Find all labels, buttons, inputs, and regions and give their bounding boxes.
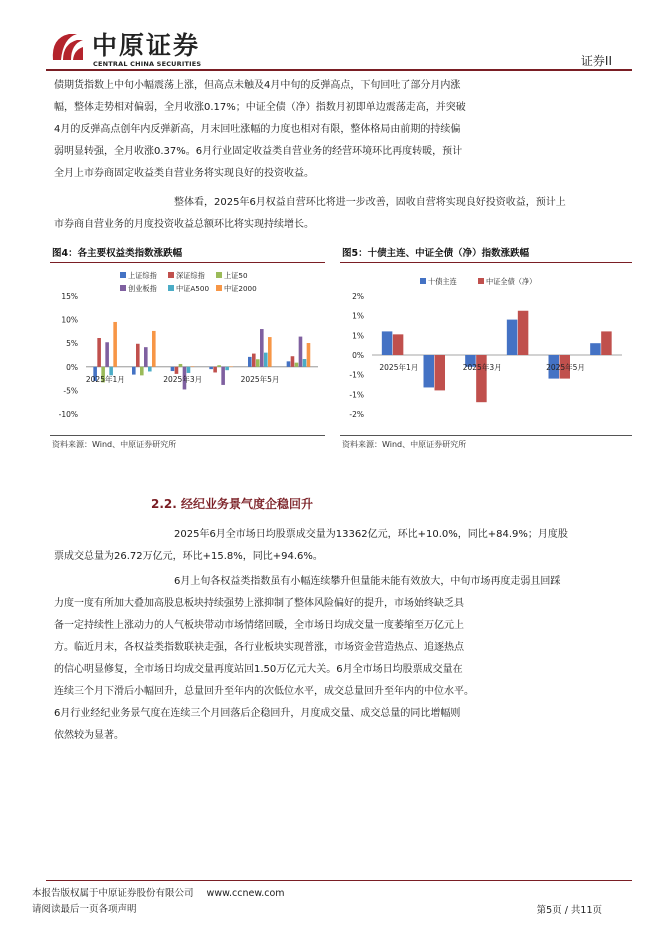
figure5-source-rule (340, 435, 632, 436)
x-tick-label: 2025年5月 (546, 363, 585, 372)
figure4-source: 资料来源：Wind、中原证券研究所 (52, 440, 177, 449)
y-tick-label: 1% (352, 331, 364, 341)
y-tick-label: 0% (352, 351, 364, 360)
legend-swatch (120, 285, 126, 291)
bar (229, 366, 233, 367)
bar (175, 367, 179, 374)
bar (209, 367, 213, 369)
legend-label: 十债主连 (428, 277, 457, 286)
bar (287, 361, 291, 366)
bar (601, 331, 612, 355)
bar (144, 347, 148, 367)
text-line: 备一定持续性上涨动力的人气板块带动市场情绪回暖，全市场日均成交量一度萎缩至万亿元上 (54, 620, 464, 631)
text-line: 2025年6月全市场日均股票成交量为13362亿元，环比+10.0%，同比+84.9%；月度股 (174, 529, 568, 540)
x-tick-label: 2025年1月 (85, 374, 125, 384)
bar (590, 343, 601, 355)
figure5-title-rule (340, 262, 632, 263)
y-tick-label: -2% (349, 410, 364, 419)
figure5-title: 图5：十债主连、中证全债（净）指数涨跌幅 (342, 248, 530, 259)
y-tick-label: -1% (349, 390, 364, 400)
bar (113, 322, 117, 367)
text-line: 方。临近月末，各权益类指数联袂走强，各行业板块实现普涨，市场资金营造热点、追逐热点 (54, 642, 464, 653)
figure4-title-rule (50, 262, 325, 263)
text-line: 市券商自营业务的月度投资收益总额环比将实现持续增长。 (54, 219, 314, 230)
bar (179, 364, 183, 367)
bar (97, 338, 101, 367)
figure4-title: 图4：各主要权益类指数涨跌幅 (52, 248, 183, 259)
y-tick-label: 1% (352, 311, 364, 321)
bar (136, 344, 140, 367)
page-number: 第5页 / 共11页 (536, 905, 602, 916)
x-tick-label: 2025年3月 (462, 363, 502, 372)
legend-swatch (216, 285, 222, 291)
bar (132, 367, 136, 375)
y-tick-label: 10% (61, 315, 78, 325)
bar (303, 359, 307, 367)
bar (299, 337, 303, 367)
text-line: 整体看，2025年6月权益自营环比将进一步改善，固收自营将实现良好投资收益，预计上 (174, 197, 566, 208)
legend-label: 中证A500 (176, 284, 210, 293)
x-tick-label: 2025年5月 (240, 374, 280, 384)
text-line: 全月上市券商固定收益类自营业务将实现良好的投资收益。 (54, 168, 314, 179)
bar (518, 311, 529, 355)
figure4-chart (50, 266, 326, 434)
bar (105, 342, 109, 367)
company-logo-icon (47, 30, 85, 66)
bar (260, 329, 264, 367)
bar (225, 367, 229, 370)
footer-left (32, 886, 285, 918)
bar (140, 367, 144, 376)
intro-paragraph (54, 75, 632, 185)
text-line: 幅，整体走势相对偏弱，全月收涨0.17%；中证全债（净）指数月初即单边震荡走高，并突破 (54, 102, 466, 113)
legend-label: 中证2000 (224, 284, 257, 293)
footer-divider (46, 880, 632, 881)
bar (264, 353, 268, 367)
text-line: 6月行业经纪业务景气度在连续三个月回落后企稳回升，月度成交量、成交总量的同比增幅则 (54, 708, 461, 719)
y-tick-label: 15% (61, 292, 78, 301)
company-name-cn: 中原证券 (92, 31, 201, 60)
bar (217, 365, 221, 367)
y-tick-label: -10% (58, 410, 78, 419)
bar (295, 363, 299, 367)
bar (268, 337, 272, 367)
bar (393, 334, 404, 355)
y-tick-label: -1% (349, 370, 364, 380)
text-line: 4月的反弹高点创年内反弹新高，月末回吐涨幅的力度也相对有限，整体格局由前期的持续偏 (54, 124, 461, 135)
brokerage-paragraph-2 (54, 571, 632, 747)
legend-label: 中证全债（净） (486, 277, 537, 286)
text-line: 力度一度有所加大叠加高股息板块持续强势上涨抑制了整体风险偏好的提升，市场始终缺乏具 (54, 598, 464, 609)
x-tick-label: 2025年3月 (163, 374, 203, 384)
bar (307, 343, 311, 367)
legend-swatch (216, 272, 222, 278)
y-tick-label: 2% (352, 292, 364, 301)
legend-label: 上证50 (224, 271, 248, 280)
bar (248, 357, 252, 367)
bar (148, 367, 152, 372)
page-header (0, 0, 662, 72)
section-heading: 2.2. 经纪业务景气度企稳回升 (151, 497, 313, 511)
bar (221, 367, 225, 385)
summary-paragraph (54, 192, 632, 236)
bar (382, 331, 393, 355)
bar (291, 356, 295, 367)
report-section-label: 证券II (580, 54, 612, 68)
bar (256, 359, 260, 367)
bar (171, 367, 175, 371)
legend-label: 深证综指 (176, 271, 205, 280)
bar (187, 367, 191, 373)
text-line: 的信心明显修复，全市场日均成交量再度站回1.50万亿元大关。6月全市场日均股票成交量在 (54, 664, 463, 675)
legend-label: 创业板指 (128, 284, 157, 293)
bar (424, 355, 435, 387)
company-name-en: CENTRAL CHINA SECURITIES (93, 60, 202, 68)
legend-swatch (168, 285, 174, 291)
legend-swatch (420, 278, 426, 284)
text-line: 票成交总量为26.72万亿元，环比+15.8%，同比+94.6%。 (54, 551, 323, 562)
legend-swatch (120, 272, 126, 278)
bar (213, 367, 217, 373)
brokerage-paragraph-1 (54, 524, 632, 568)
bar (191, 366, 195, 367)
bar (252, 354, 256, 367)
footer-website-link[interactable]: www.ccnew.com (206, 888, 285, 899)
y-tick-label: -5% (63, 386, 78, 396)
text-line: 依然较为显著。 (54, 730, 124, 741)
figure4-source-rule (50, 435, 325, 436)
y-tick-label: 0% (66, 362, 78, 372)
legend-swatch (168, 272, 174, 278)
header-divider (46, 69, 632, 71)
legend-swatch (478, 278, 484, 284)
bar (507, 320, 518, 355)
footer-copyright: 本报告版权属于中原证券股份有限公司 (32, 888, 194, 899)
text-line: 弱明显转强，全月收涨0.37%。6月行业固定收益类自营业务的经营环境环比再度转暖，预计 (54, 146, 463, 157)
text-line: 连续三个月下滑后小幅回升，总量回升至年内的次低位水平，成交总量回升至年内的中位水平。 (54, 686, 474, 697)
figure5-chart (340, 266, 632, 434)
footer-disclaimer: 请阅读最后一页各项声明 (32, 904, 137, 915)
figure5-source: 资料来源：Wind、中原证券研究所 (342, 440, 467, 449)
text-line: 6月上旬各权益类指数虽有小幅连续攀升但量能未能有效放大，中旬市场再度走弱且回踩 (174, 576, 561, 587)
bar (435, 355, 446, 390)
x-tick-label: 2025年1月 (379, 363, 419, 372)
bar (152, 331, 156, 367)
text-line: 债期货指数上中旬小幅震荡上涨，但高点未触及4月中旬的反弹高点，下旬回吐了部分月内涨 (54, 80, 461, 91)
legend-label: 上证综指 (128, 271, 157, 280)
y-tick-label: 5% (66, 339, 78, 349)
